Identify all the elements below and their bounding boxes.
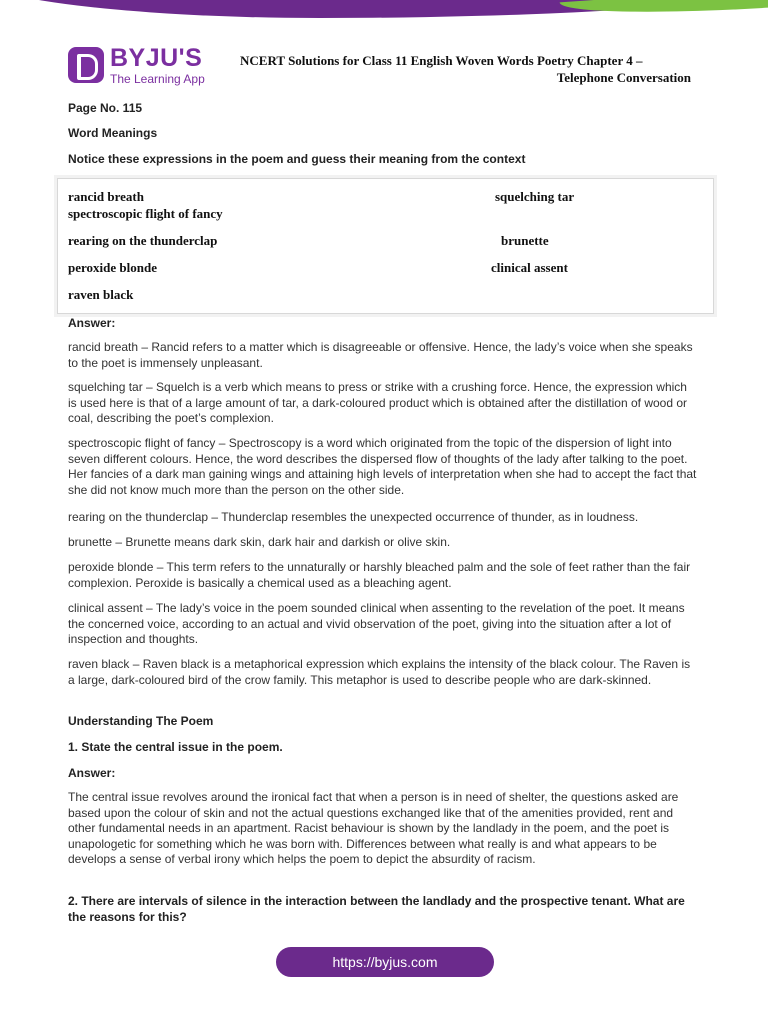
meaning-paragraph: squelching tar – Squelch is a verb which means to press or strike with a crushing force. Hence, the expression which is used here is that of a large amount of tar, a dark-coloured product which is obtained after the distillation of wood or coal, describing the poet’s complexion. [68, 380, 688, 425]
answer-label: Answer: [68, 766, 116, 780]
question-1: 1. State the central issue in the poem. [68, 740, 283, 754]
title-line-1: NCERT Solutions for Class 11 English Woven Words Poetry Chapter 4 – [240, 53, 643, 68]
question-2: 2. There are intervals of silence in the interaction between the landlady and the prospective tenant. What are the reasons for this? [68, 894, 685, 924]
term-clinical-assent: clinical assent [491, 260, 568, 275]
meaning-paragraph: peroxide blonde – This term refers to the unnaturally or harshly bleached palm and the sole of feet rather than the fair complexion. Peroxide is basically a chemical used as a bleaching agent. [68, 560, 691, 590]
page-number: Page No. 115 [68, 101, 143, 115]
term-brunette: brunette [501, 233, 549, 248]
instruction-text: Notice these expressions in the poem and guess their meaning from the context [68, 152, 526, 166]
section-heading-word-meanings: Word Meanings [68, 126, 158, 140]
byjus-logo[interactable] [68, 44, 205, 86]
answer-1-text: The central issue revolves around the ironical fact that when a person is in need of shelter, the questions asked are based upon the colour of skin and not the actual questions exchanged like that of the amenities provided, rent and other fundamental needs in an apartment. Racist behaviour is shown by the landlady in the poem, and the poet is unapologetic for something which he was born with. Differences between what really is and what appears to be develops a sense of verbal irony which helps the poem to depict the absurdity of racism. [68, 790, 679, 866]
term-rearing: rearing on the thunderclap [68, 233, 218, 248]
meaning-paragraph: rearing on the thunderclap – Thunderclap resembles the unexpected occurrence of thunder, as in loudness. [68, 510, 639, 524]
term-spectroscopic: spectroscopic flight of fancy [68, 206, 223, 221]
answer-label: Answer: [68, 316, 116, 330]
brand-name: BYJU'S [110, 43, 203, 72]
meaning-paragraph: rancid breath – Rancid refers to a matter which is disagreeable or offensive. Hence, the lady’s voice when she speaks to the poet is immensely unpleasant. [68, 340, 693, 370]
term-raven-black: raven black [68, 287, 134, 302]
footer-url-button[interactable]: https://byjus.com [276, 947, 494, 977]
meaning-paragraph: clinical assent – The lady’s voice in the poem sounded clinical when assenting to the revelation of the poet. It means the concerned voice, according to an actual and vivid observation of the poet, giving into the situation after a lot of inspection and thoughts. [68, 601, 685, 646]
document-title [240, 52, 691, 86]
brand-tagline: The Learning App [110, 71, 205, 86]
term-squelching-tar: squelching tar [495, 189, 575, 204]
meaning-paragraph: raven black – Raven black is a metaphorical expression which explains the intensity of the black colour. The Raven is a large, dark-coloured bird of the crow family. This metaphor is used to describe people who are dark-skinned. [68, 657, 691, 687]
section-heading-understanding: Understanding The Poem [68, 714, 214, 728]
title-line-2: Telephone Conversation [556, 70, 691, 85]
term-rancid-breath: rancid breath [68, 189, 144, 204]
top-decoration-band [0, 0, 768, 22]
meaning-paragraph: brunette – Brunette means dark skin, dark hair and darkish or olive skin. [68, 535, 451, 549]
term-peroxide-blonde: peroxide blonde [68, 260, 157, 275]
byjus-b-icon [68, 47, 104, 83]
meaning-paragraph: spectroscopic flight of fancy – Spectroscopy is a word which originated from the topic of the dispersion of light into seven different colours. Hence, the word describes the dispersed flow of thoughts of the lady after talking to the poet. Her fancies of a dark man gaining wings and attaining high levels of interpretation when she had to accept the fact that she did not know much more than the person on the other side. [68, 436, 697, 497]
